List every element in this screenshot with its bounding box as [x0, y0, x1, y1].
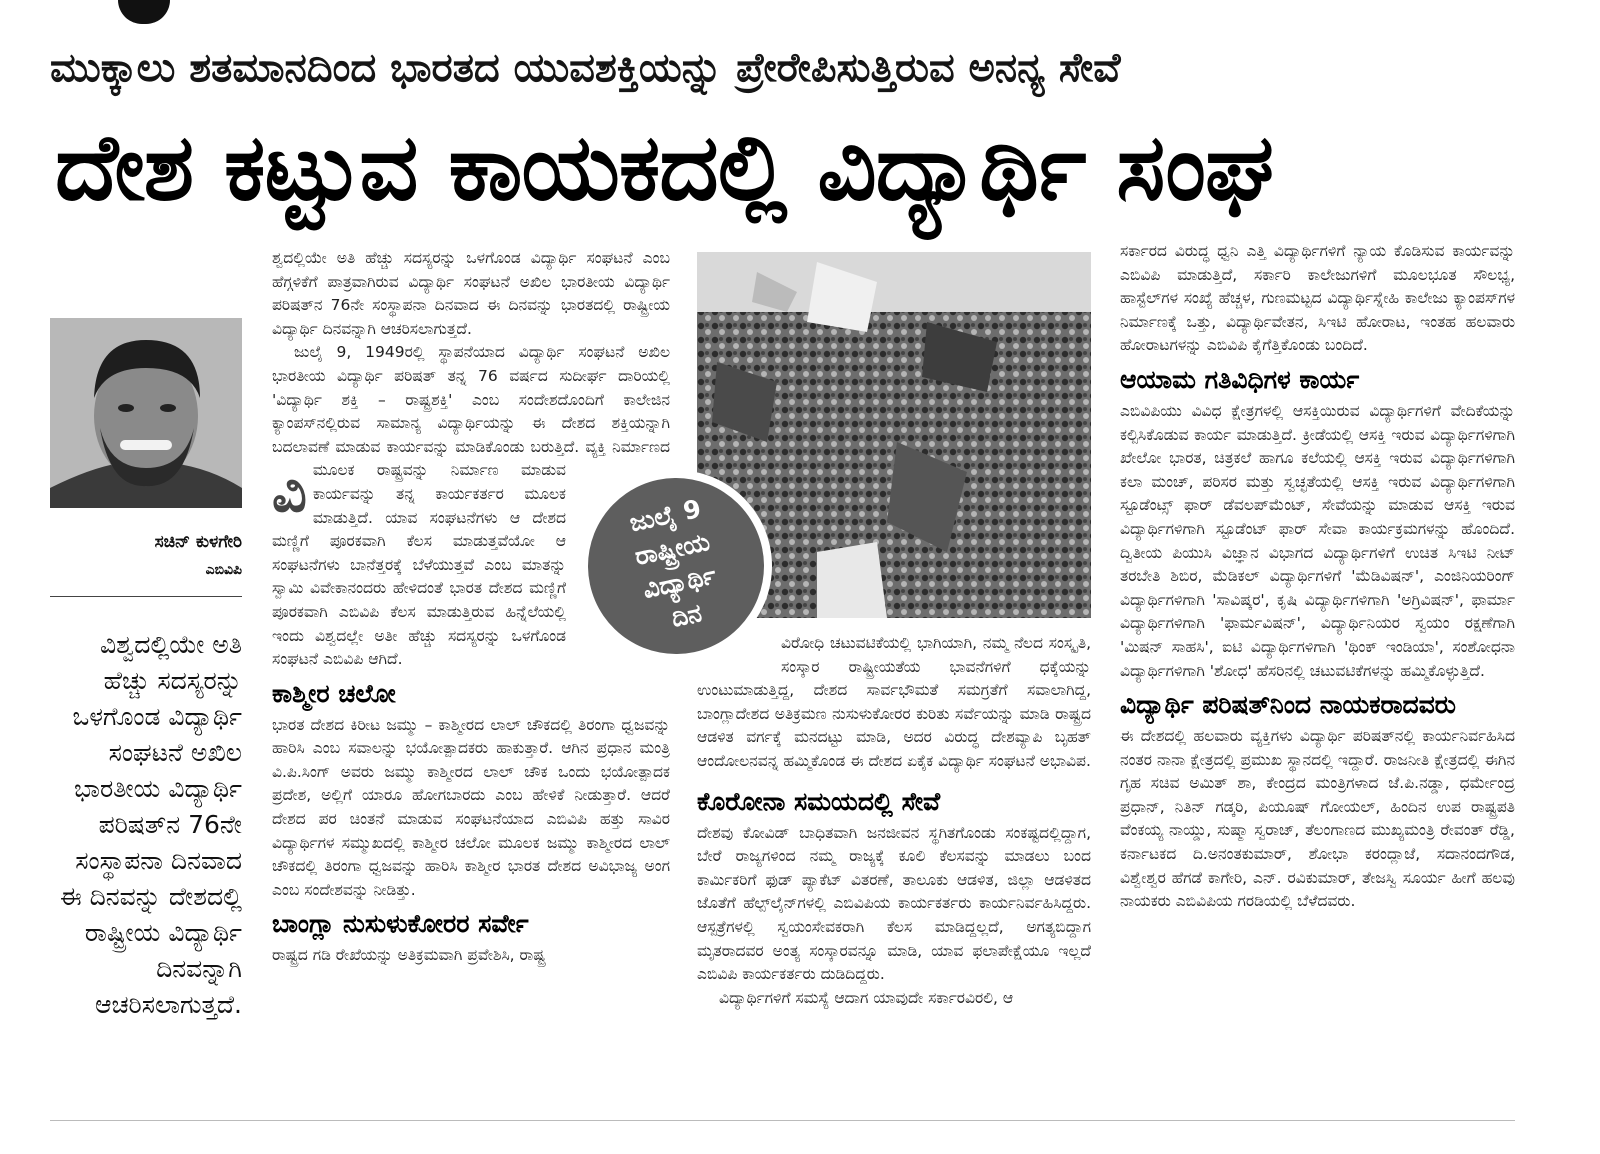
- badge-line: ದಿನ: [668, 598, 705, 633]
- paragraph: ವಿರೋಧಿ ಚಟುವಟಿಕೆಯಲ್ಲಿ ಭಾಗಿಯಾಗಿ, ನಮ್ಮ ನೆಲದ ಸಂಸ್ಕೃತಿ, ಸಂಸ್ಕಾರ ರಾಷ್ಟ್ರೀಯತೆಯ ಭಾವನೆಗಳಿಗೆ ಧಕ್ಕೆಯನ್ನು ಉಂಟುಮಾಡುತ್ತಿದ್ದ, ದೇಶದ ಸಾರ್ವಭೌಮತೆ ಸಮಗ್ರತೆಗೆ ಸವಾಲಾಗಿದ್ದ, ಬಾಂಗ್ಲಾದೇಶದ ಅತಿಕ್ರಮಣ ನುಸುಳುಕೋರರ ಕುರಿತು ಸರ್ವೆಯನ್ನು ಮಾಡಿ ರಾಷ್ಟ್ರದ ಆಡಳಿತ ವರ್ಗಕ್ಕೆ ಮನದಟ್ಟು ಮಾಡಿ, ಅದರ ವಿರುದ್ಧ ದೇಶವ್ಯಾಪಿ ಬೃಹತ್ ಆಂದೋಲನವನ್ನ ಹಮ್ಮಿಕೊಂಡ ಈ ದೇಶದ ಏಕೈಕ ವಿದ್ಯಾರ್ಥಿ ಸಂಘಟನೆ ಅಭಾವಿಪ.: [697, 634, 1091, 770]
- paragraph: ವಿದ್ಯಾರ್ಥಿಗಳಿಗೆ ಸಮಸ್ಯೆ ಆದಾಗ ಯಾವುದೇ ಸರ್ಕಾರವಿರಲಿ, ಆ: [719, 988, 1014, 1007]
- subheading-kashmir: ಕಾಶ್ಮೀರ ಚಲೋ: [272, 678, 396, 708]
- subheading-corona: ಕೊರೋನಾ ಸಮಯದಲ್ಲಿ ಸೇವೆ: [697, 786, 941, 816]
- article-column-3: [1120, 240, 1515, 914]
- paragraph: ರಾಷ್ಟ್ರದ ಗಡಿ ರೇಖೆಯನ್ನು ಅತಿಕ್ರಮವಾಗಿ ಪ್ರವೇಶಿಸಿ, ರಾಷ್ಟ್ರ: [272, 946, 546, 965]
- paragraph: ಸರ್ಕಾರದ ವಿರುದ್ಧ ಧ್ವನಿ ಎತ್ತಿ ವಿದ್ಯಾರ್ಥಿಗಳಿಗೆ ನ್ಯಾಯ ಕೊಡಿಸುವ ಕಾರ್ಯವನ್ನು ಎಬಿವಿಪಿ ಮಾಡುತ್ತಿದೆ, ಸರ್ಕಾರಿ ಕಾಲೇಜುಗಳಿಗೆ ಮೂಲಭೂತ ಸೌಲಭ್ಯ, ಹಾಸ್ಟೆಲ್‌ಗಳ ಸಂಖ್ಯೆ ಹೆಚ್ಚಳ, ಗುಣಮಟ್ಟದ ವಿದ್ಯಾರ್ಥಿಸ್ನೇಹಿ ಕಾಲೇಜು ಕ್ಯಾಂಪಸ್‌ಗಳ ನಿರ್ಮಾಣಕ್ಕೆ ಒತ್ತು, ವಿದ್ಯಾರ್ಥಿವೇತನ, ಸಿಇಟಿ ಹೋರಾಟ, ಇಂತಹ ಹಲವಾರು ಹೋರಾಟಗಳನ್ನು ಎಬಿವಿಪಿ ಕೈಗೆತ್ತಿಕೊಂಡು ಬಂದಿದೆ.: [1120, 242, 1515, 355]
- paragraph: ಭಾರತ ದೇಶದ ಕಿರೀಟ ಜಮ್ಮು – ಕಾಶ್ಮೀರದ ಲಾಲ್ ಚೌಕದಲ್ಲಿ ತಿರಂಗಾ ಧ್ವಜವನ್ನು ಹಾರಿಸಿ ಎಂಬ ಸವಾಲನ್ನು ಭಯೋತ್ಪಾದಕರು ಹಾಕುತ್ತಾರೆ. ಆಗಿನ ಪ್ರಧಾನ ಮಂತ್ರಿ ವಿ.ಪಿ.ಸಿಂಗ್ ಅವರು ಜಮ್ಮು ಕಾಶ್ಮೀರದ ಲಾಲ್ ಚೌಕ ಒಂದು ಭಯೋತ್ಪಾದಕ ಪ್ರದೇಶ, ಅಲ್ಲಿಗೆ ಯಾರೂ ಹೋಗಬಾರದು ಎಂಬ ಹೇಳಿಕೆ ನೀಡುತ್ತಾರೆ. ಆದರೆ ದೇಶದ ಪರ ಚಿಂತನೆ ಮಾಡುವ ಸಂಘಟನೆಯಾದ ಎಬಿವಿಪಿ ಹತ್ತು ಸಾವಿರ ವಿದ್ಯಾರ್ಥಿಗಳ ಸಮ್ಮುಖದಲ್ಲಿ ಕಾಶ್ಮೀರ ಚಲೋ ಮೂಲಕ ಜಮ್ಮು ಕಾಶ್ಮೀರದ ಲಾಲ್ ಚೌಕದಲ್ಲಿ ತಿರಂಗಾ ಧ್ವಜವನ್ನು ಹಾರಿಸಿ ಕಾಶ್ಮೀರ ಭಾರತ ದೇಶದ ಅವಿಭಾಜ್ಯ ಅಂಗ ಎಂಬ ಸಂದೇಶವನ್ನು ನೀಡಿತ್ತು.: [272, 715, 670, 899]
- headline: ದೇಶ ಕಟ್ಟುವ ಕಾಯಕದಲ್ಲಿ ವಿದ್ಯಾರ್ಥಿ ಸಂಘ: [55, 114, 1274, 221]
- badge-date: ಜುಲೈ 9: [626, 493, 704, 538]
- paragraph: ಈ ದೇಶದಲ್ಲಿ ಹಲವಾರು ವ್ಯಕ್ತಿಗಳು ವಿದ್ಯಾರ್ಥಿ ಪರಿಷತ್‌ನಲ್ಲಿ ಕಾರ್ಯನಿರ್ವಹಿಸಿದ ನಂತರ ನಾನಾ ಕ್ಷೇತ್ರದಲ್ಲಿ ಪ್ರಮುಖ ಸ್ಥಾನದಲ್ಲಿ ಇದ್ದಾರೆ. ರಾಜನೀತಿ ಕ್ಷೇತ್ರದಲ್ಲಿ ಈಗಿನ ಗೃಹ ಸಚಿವ ಅಮಿತ್ ಶಾ, ಕೇಂದ್ರದ ಮಂತ್ರಿಗಳಾದ ಜೆ.ಪಿ.ನಡ್ಡಾ, ಧರ್ಮೇಂದ್ರ ಪ್ರಧಾನ್, ನಿತಿನ್ ಗಡ್ಕರಿ, ಪಿಯೂಷ್ ಗೋಯಲ್, ಹಿಂದಿನ ಉಪ ರಾಷ್ಟ್ರಪತಿ ವೆಂಕಯ್ಯ ನಾಯ್ಡು, ಸುಷ್ಮಾ ಸ್ವರಾಜ್, ತೆಲಂಗಾಣದ ಮುಖ್ಯಮಂತ್ರಿ ರೇವಂತ್ ರೆಡ್ಡಿ, ಕರ್ನಾಟಕದ ದಿ.ಅನಂತಕುಮಾರ್, ಶೋಭಾ ಕರಂದ್ಲಾಜೆ, ಸದಾನಂದಗೌಡ, ವಿಶ್ವೇಶ್ವರ ಹೆಗಡೆ ಕಾಗೇರಿ, ಎನ್. ರವಿಕುಮಾರ್, ತೇಜಸ್ವಿ ಸೂರ್ಯ ಹೀಗೆ ಹಲವು ನಾಯಕರು ಎಬಿವಿಪಿಯ ಗರಡಿಯಲ್ಲಿ ಬೆಳೆದವರು.: [1120, 727, 1515, 911]
- badge-wrap-gap: [697, 632, 781, 676]
- author-photo: [50, 318, 242, 508]
- paragraph: ಎಬಿವಿಪಿಯು ವಿವಿಧ ಕ್ಷೇತ್ರಗಳಲ್ಲಿ ಆಸಕ್ತಿಯಿರುವ ವಿದ್ಯಾರ್ಥಿಗಳಿಗೆ ವೇದಿಕೆಯನ್ನು ಕಲ್ಪಿಸಿಕೊಡುವ ಕಾರ್ಯ ಮಾಡುತ್ತಿದೆ. ಕ್ರೀಡೆಯಲ್ಲಿ ಆಸಕ್ತಿ ಇರುವ ವಿದ್ಯಾರ್ಥಿಗಳಿಗಾಗಿ ಖೇಲೋ ಭಾರತ, ಚಿತ್ರಕಲೆ ಹಾಗೂ ಕಲೆಯಲ್ಲಿ ಆಸಕ್ತಿ ಇರುವ ವಿದ್ಯಾರ್ಥಿಗಳಿಗಾಗಿ ಕಲಾ ಮಂಚ್, ಪರಿಸರ ಮತ್ತು ಸ್ವಚ್ಛತೆಯಲ್ಲಿ ಆಸಕ್ತಿ ಇರುವ ವಿದ್ಯಾರ್ಥಿಗಳಿಗಾಗಿ ಸ್ಟೂಡೆಂಟ್ಸ್ ಫಾರ್ ಡೆವಲಪ್‌ಮೆಂಟ್, ಸೇವೆಯನ್ನು ಮಾಡುವ ಆಸಕ್ತಿ ಇರುವ ವಿದ್ಯಾರ್ಥಿಗಳಿಗಾಗಿ ಸ್ಟೂಡೆಂಟ್ ಫಾರ್ ಸೇವಾ ಕಾರ್ಯಕ್ರಮಗಳನ್ನು ಹೊಂದಿದೆ. ದ್ವಿತೀಯ ಪಿಯುಸಿ ವಿಜ್ಞಾನ ವಿಭಾಗದ ವಿದ್ಯಾರ್ಥಿಗಳಿಗೆ ಉಚಿತ ಸಿಇಟಿ ನೀಟ್ ತರಬೇತಿ ಶಿಬಿರ, ಮೆಡಿಕಲ್ ವಿದ್ಯಾರ್ಥಿಗಳಿಗೆ 'ಮೆಡಿವಿಷನ್', ಎಂಜಿನಿಯರಿಂಗ್ ವಿದ್ಯಾರ್ಥಿಗಳಿಗಾಗಿ 'ಸಾವಿಷ್ಕರ', ಕೃಷಿ ವಿದ್ಯಾರ್ಥಿಗಳಿಗಾಗಿ 'ಅಗ್ರಿವಿಷನ್', ಫಾರ್ಮಾ ವಿದ್ಯಾರ್ಥಿಗಳಿಗಾಗಿ 'ಫಾರ್ಮವಿಷನ್', ವಿದ್ಯಾರ್ಥಿನಿಯರ ಸ್ವಯಂ ರಕ್ಷಣೆಗಾಗಿ 'ಮಿಷನ್ ಸಾಹಸಿ', ಐಟಿ ವಿದ್ಯಾರ್ಥಿಗಳಿಗಾಗಿ 'ಥಿಂಕ್ ಇಂಡಿಯಾ', ಸಂಶೋಧನಾ ವಿದ್ಯಾರ್ಥಿಗಳಿಗಾಗಿ 'ಶೋಧ' ಹೆಸರಿನಲ್ಲಿ ಚಟುವಟಿಕೆಗಳನ್ನು ಹಮ್ಮಿಕೊಳ್ಳುತ್ತಿದೆ.: [1120, 401, 1515, 680]
- byline: [50, 528, 242, 584]
- paragraph: ದೇಶವು ಕೋವಿಡ್ ಬಾಧಿತವಾಗಿ ಜನಜೀವನ ಸ್ಥಗಿತಗೊಂಡು ಸಂಕಷ್ಟದಲ್ಲಿದ್ದಾಗ, ಬೇರೆ ರಾಜ್ಯಗಳಿಂದ ನಮ್ಮ ರಾಜ್ಯಕ್ಕೆ ಕೂಲಿ ಕೆಲಸವನ್ನು ಮಾಡಲು ಬಂದ ಕಾರ್ಮಿಕರಿಗೆ ಫುಡ್ ಪ್ಯಾಕೆಟ್ ವಿತರಣೆ, ತಾಲೂಕು ಆಡಳಿತ, ಜಿಲ್ಲಾ ಆಡಳಿತದ ಜೊತೆಗೆ ಹೆಲ್ಪ್‌ಲೈನ್‌ಗಳಲ್ಲಿ ಎಬಿವಿಪಿಯ ಕಾರ್ಯಕರ್ತರು ಕಾರ್ಯನಿರ್ವಹಿಸಿದ್ದರು. ಆಸ್ಪತ್ರೆಗಳಲ್ಲಿ ಸ್ವಯಂಸೇವಕರಾಗಿ ಕೆಲಸ ಮಾಡಿದ್ದಲ್ಲದೆ, ಅಗತ್ಯಬಿದ್ದಾಗ ಮೃತರಾದವರ ಅಂತ್ಯ ಸಂಸ್ಕಾರವನ್ನೂ ಮಾಡಿ, ಯಾವ ಫಲಾಪೇಕ್ಷೆಯೂ ಇಲ್ಲದೆ ಎಬಿವಿಪಿ ಕಾರ್ಯಕರ್ತರು ದುಡಿದಿದ್ದರು.: [697, 823, 1091, 984]
- author-name: ಸಚಿನ್ ಕುಳಗೇರಿ: [154, 532, 242, 552]
- author-column: [50, 318, 242, 1023]
- paragraph: ಜುಲೈ 9, 1949ರಲ್ಲಿ ಸ್ಥಾಪನೆಯಾದ ವಿದ್ಯಾರ್ಥಿ ಸಂಘಟನೆ ಅಖಿಲ ಭಾರತೀಯ ವಿದ್ಯಾರ್ಥಿ ಪರಿಷತ್ ತನ್ನ 76 ವರ್ಷದ ಸುದೀರ್ಘ ದಾರಿಯಲ್ಲಿ 'ವಿದ್ಯಾರ್ಥಿ ಶಕ್ತಿ – ರಾಷ್ಟ್ರಶಕ್ತಿ' ಎಂಬ ಸಂದೇಶದೊಂದಿಗೆ ಕಾಲೇಜಿನ ಕ್ಯಾಂಪಸ್‌ನಲ್ಲಿರುವ ಸಾಮಾನ್ಯ ವಿದ್ಯಾರ್ಥಿಯನ್ನು ಈ ದೇಶದ ಶಕ್ತಿಯನ್ನಾಗಿ ಬದಲಾವಣೆ ಮಾಡುವ ಕಾರ್ಯವನ್ನು ಮಾಡಿಕೊಂಡು ಬರುತ್ತಿದೆ. ವ್ಯಕ್ತಿ ನಿರ್ಮಾಣದ ಮೂಲಕ ರಾಷ್ಟ್ರವನ್ನು ನಿರ್ಮಾಣ ಮಾಡುವ ಕಾರ್ಯವನ್ನು ತನ್ನ ಕಾರ್ಯಕರ್ತರ ಮೂಲಕ ಮಾಡುತ್ತಿದೆ. ಯಾವ ಸಂಘಟನೆಗಳು ಆ ದೇಶದ ಮಣ್ಣಿಗೆ ಪೂರಕವಾಗಿ ಕೆಲಸ ಮಾಡುತ್ತವೆಯೋ ಆ ಸಂಘಟನೆಗಳು ಬಾನೆತ್ತರಕ್ಕೆ ಬೆಳೆಯುತ್ತವೆ ಎಂಬ ಮಾತನ್ನು ಸ್ವಾಮಿ ವಿವೇಕಾನಂದರು ಹೇಳಿದಂತೆ ಭಾರತ ದೇಶದ ಮಣ್ಣಿಗೆ ಪೂರಕವಾಗಿ ಎಬಿವಿಪಿ ಕೆಲಸ ಮಾಡುತ್ತಿರುವ ಹಿನ್ನೆಲೆಯಲ್ಲಿ ಇಂದು ವಿಶ್ವದಲ್ಲೇ ಅತೀ ಹೆಚ್ಚು ಸದಸ್ಯರನ್ನು ಒಳಗೊಂಡ ಸಂಘಟನೆ ಎಬಿವಿಪಿ ಆಗಿದೆ.: [272, 343, 670, 669]
- subheading-bangla: ಬಾಂಗ್ಲಾ ನುಸುಳುಕೋರರ ಸರ್ವೇ: [272, 909, 529, 939]
- masthead-fragment: [118, 0, 170, 24]
- badge-line: ವಿದ್ಯಾರ್ಥಿ: [640, 560, 719, 604]
- pull-quote: ವಿಶ್ವದಲ್ಲಿಯೇ ಅತಿ ಹೆಚ್ಚು ಸದಸ್ಯರನ್ನು ಒಳಗೊಂಡ ವಿದ್ಯಾರ್ಥಿ ಸಂಘಟನೆ ಅಖಿಲ ಭಾರತೀಯ ವಿದ್ಯಾರ್ಥಿ ಪರಿಷತ್‌ನ 76ನೇ ಸಂಸ್ಥಾಪನಾ ದಿನವಾದ ಈ ದಿನವನ್ನು ದೇಶದಲ್ಲಿ ರಾಷ್ಟ್ರೀಯ ವಿದ್ಯಾರ್ಥಿ ದಿನವನ್ನಾಗಿ ಆಚರಿಸಲಾಗುತ್ತದೆ.: [59, 630, 242, 1019]
- subheading-leaders: ವಿದ್ಯಾರ್ಥಿ ಪರಿಷತ್‌ನಿಂದ ನಾಯಕರಾದವರು: [1120, 690, 1456, 720]
- badge-line: ರಾಷ್ಟ್ರೀಯ: [632, 526, 713, 571]
- divider: [50, 596, 242, 597]
- drop-cap: ವಿ: [272, 461, 307, 524]
- person-icon: [50, 318, 242, 508]
- intro-paragraph: ವಿ ಶ್ವದಲ್ಲಿಯೇ ಅತಿ ಹೆಚ್ಚು ಸದಸ್ಯರನ್ನು ಒಳಗೊಂಡ ವಿದ್ಯಾರ್ಥಿ ಸಂಘಟನೆ ಎಂಬ ಹೆಗ್ಗಳಿಕೆಗೆ ಪಾತ್ರವಾಗಿರುವ ವಿದ್ಯಾರ್ಥಿ ಸಂಘಟನೆ ಅಖಿಲ ಭಾರತೀಯ ವಿದ್ಯಾರ್ಥಿ ಪರಿಷತ್‌ನ 76ನೇ ಸಂಸ್ಥಾಪನಾ ದಿನವಾದ ಈ ದಿನವನ್ನು ಭಾರತದಲ್ಲಿ ರಾಷ್ಟ್ರೀಯ ವಿದ್ಯಾರ್ಥಿ ದಿನವನ್ನಾಗಿ ಆಚರಿಸಲಾಗುತ್ತದೆ.: [272, 249, 670, 524]
- kicker: ಮುಕ್ಕಾಲು ಶತಮಾನದಿಂದ ಭಾರತದ ಯುವಶಕ್ತಿಯನ್ನು ಪ್ರೇರೇಪಿಸುತ್ತಿರುವ ಅನನ್ಯ ಸೇವೆ: [50, 45, 1121, 91]
- subheading-ayama: ಆಯಾಮ ಗತಿವಿಧಿಗಳ ಕಾರ್ಯ: [1120, 364, 1360, 394]
- divider: [50, 1120, 1515, 1121]
- author-org: ಎಬಿವಿಪಿ: [205, 562, 242, 578]
- article-column-2: [697, 632, 1091, 1010]
